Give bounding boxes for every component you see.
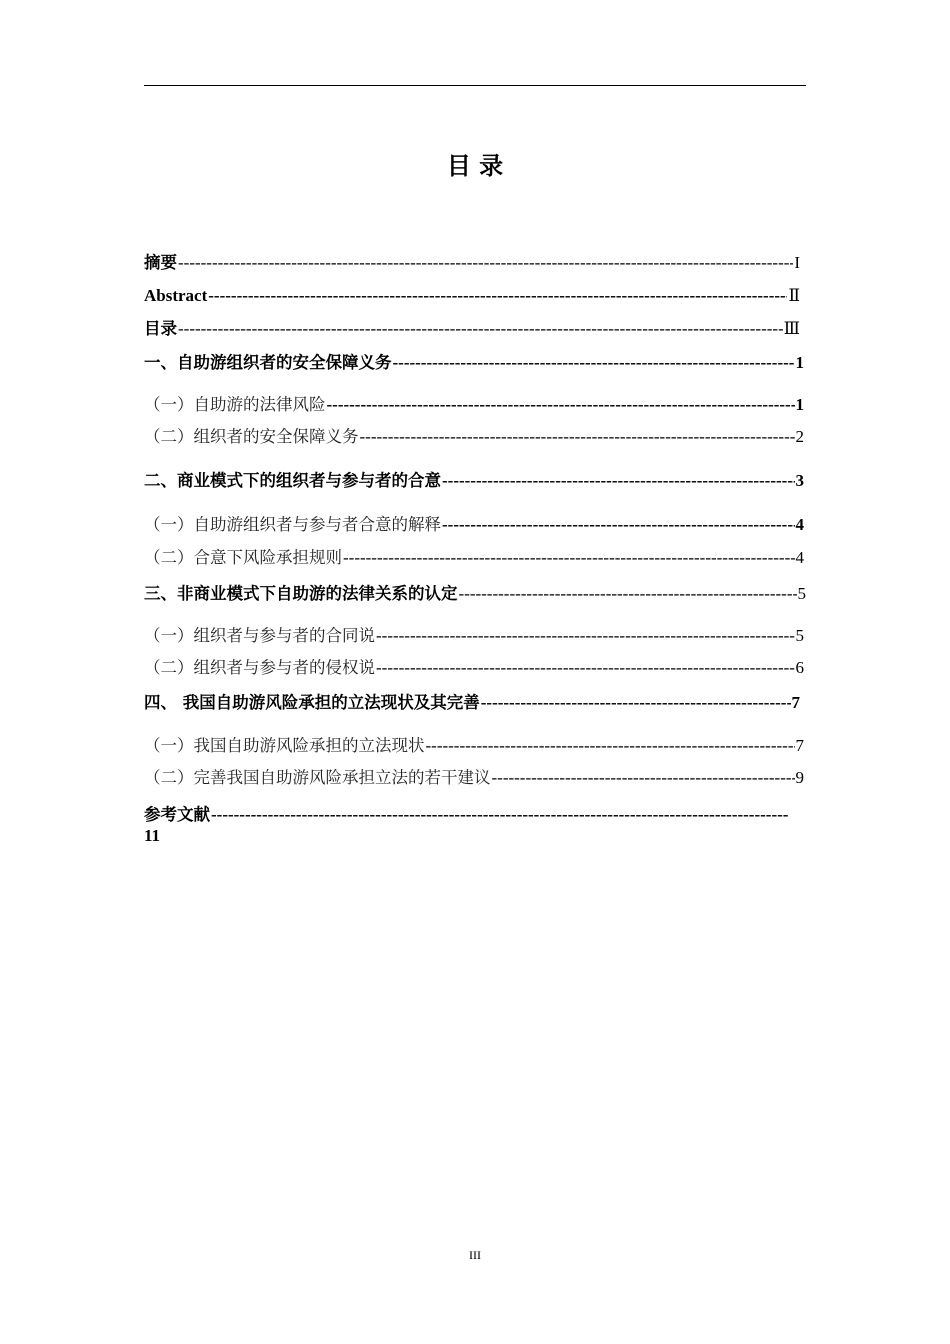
toc-entry-page: I (794, 253, 800, 272)
toc-entry-page-references: 11 (144, 826, 161, 845)
toc-entry-4-2[interactable] (144, 767, 804, 789)
toc-entry-label: 三、非商业模式下自助游的法律关系的认定 (144, 584, 458, 603)
toc-entry-page: 2 (795, 427, 804, 446)
toc-entry-page: 9 (795, 768, 804, 787)
toc-entry-3-2[interactable] (144, 657, 804, 679)
toc-entry-label: （二）组织者的安全保障义务 (144, 427, 359, 446)
toc-entry-abstract-cn[interactable] (144, 252, 800, 274)
toc-entry-chapter-3[interactable] (144, 583, 806, 605)
dot-leader (376, 657, 795, 679)
toc-entry-label: （二）完善我国自助游风险承担立法的若干建议 (144, 768, 491, 787)
dot-leader (211, 804, 789, 826)
toc-entry-page: 5 (797, 584, 806, 603)
toc-entry-chapter-4[interactable] (144, 692, 800, 714)
dot-leader (327, 394, 795, 416)
dot-leader (393, 352, 795, 374)
dot-leader (426, 735, 795, 757)
toc-entry-label: 目录 (144, 319, 177, 338)
toc-entry-page: 4 (795, 515, 804, 534)
dot-leader (442, 514, 795, 536)
toc-entry-page: 7 (791, 693, 800, 712)
toc-entry-page: 1 (795, 353, 804, 372)
toc-entry-4-1[interactable] (144, 735, 804, 757)
toc-entry-page: Ⅱ (788, 286, 800, 305)
toc-entry-references[interactable] (144, 804, 790, 826)
toc-entry-label: Abstract (144, 286, 208, 305)
dot-leader (442, 470, 795, 492)
toc-entry-label: 二、商业模式下的组织者与参与者的合意 (144, 471, 441, 490)
dot-leader (376, 625, 795, 647)
header-rule (144, 85, 806, 86)
dot-leader (492, 767, 795, 789)
toc-entry-1-1[interactable] (144, 394, 804, 416)
dot-leader (343, 547, 795, 569)
toc-entry-label: 摘要 (144, 253, 177, 272)
toc-entry-page: 4 (795, 548, 804, 567)
page-number-footer: III (469, 1248, 481, 1262)
toc-entry-label: （二）组织者与参与者的侵权说 (144, 658, 375, 677)
toc-entry-label: （一）自助游的法律风险 (144, 395, 326, 414)
toc-entry-chapter-2[interactable] (144, 470, 804, 492)
toc-title: 目 录 (446, 152, 504, 180)
toc-entry-chapter-1[interactable] (144, 352, 804, 374)
toc-entry-label: 四、 我国自助游风险承担的立法现状及其完善 (144, 693, 480, 712)
dot-leader (481, 692, 791, 714)
toc-entry-contents[interactable] (144, 318, 800, 340)
dot-leader (178, 252, 793, 274)
dot-leader (178, 318, 783, 340)
toc-entry-page: 5 (795, 626, 804, 645)
toc-entry-label: （一）自助游组织者与参与者合意的解释 (144, 515, 441, 534)
toc-entry-page: 1 (795, 395, 804, 414)
toc-entry-3-1[interactable] (144, 625, 804, 647)
dot-leader (360, 426, 795, 448)
toc-entry-2-1[interactable] (144, 514, 804, 536)
toc-entry-label: （一）我国自助游风险承担的立法现状 (144, 736, 425, 755)
toc-entry-2-2[interactable] (144, 547, 804, 569)
toc-entry-page: 6 (795, 658, 804, 677)
toc-entry-page: 7 (795, 736, 804, 755)
toc-entry-1-2[interactable] (144, 426, 804, 448)
toc-entry-abstract-en[interactable] (144, 285, 800, 307)
toc-entry-label: 一、自助游组织者的安全保障义务 (144, 353, 392, 372)
toc-entry-label: 参考文献 (144, 805, 210, 824)
toc-entry-page: 3 (795, 471, 804, 490)
toc-entry-page: Ⅲ (783, 319, 800, 338)
toc-entry-label: （一）组织者与参与者的合同说 (144, 626, 375, 645)
dot-leader (459, 583, 797, 605)
dot-leader (208, 285, 787, 307)
toc-entry-label: （二）合意下风险承担规则 (144, 548, 342, 567)
